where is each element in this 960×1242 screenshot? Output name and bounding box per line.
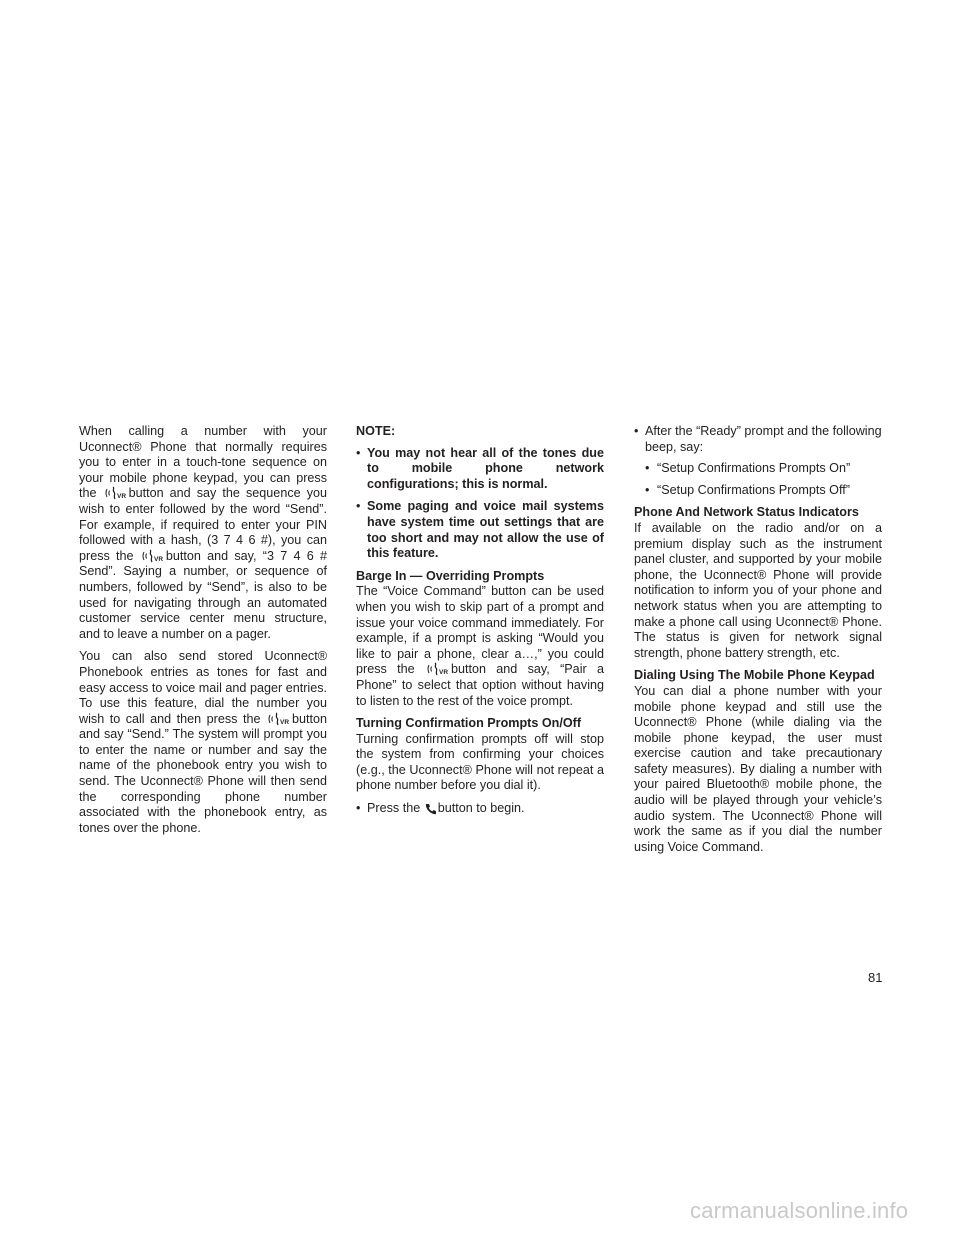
sub-list-item: • “Setup Confirmations Prompts Off” bbox=[645, 483, 882, 499]
sub-list-item: • “Setup Confirmations Prompts On” bbox=[645, 461, 882, 477]
voice-command-sublist bbox=[645, 461, 882, 498]
right-column bbox=[634, 424, 882, 862]
tone-sequence-paragraph: When calling a number with your Uconnect® Phone that normally requires you to enter in a touch-tone sequence on your mobile phone keypad, you can press the VR button and say the sequence you wish to enter followed by the word “Send”. For example, if required to enter your PIN followed with a hash, (3 7 4 6 #), you can press the VR button and say, “3 7 4 6 # Send”. Saying a number, or sequence of numbers, followed by “Send”, is also to be used for navigating through an automated customer service center menu structure, and to leave a number on a pager. bbox=[79, 424, 327, 641]
left-column bbox=[79, 424, 327, 843]
note-item: • Some paging and voice mail systems have system time out settings that are too short and may not allow the use of this feature. bbox=[356, 499, 604, 561]
svg-text:VR: VR bbox=[279, 718, 290, 726]
note-label: NOTE: bbox=[356, 424, 396, 438]
confirmation-prompts-heading: Turning Confirmation Prompts On/Off bbox=[356, 716, 582, 731]
phone-handset-icon bbox=[425, 803, 437, 815]
dialing-keypad-paragraph: You can dial a phone number with your mobile phone keypad and still use the Uconnect® Phone (while dialing via the mobile phone keypad, the user must exercise caution and take precautionary safety measures). By dialing a number with your paired Bluetooth® mobile phone, the audio will be played through your vehicle’s audio system. The Uconnect® Phone will work the same as if you dial the number using Voice Command. bbox=[634, 683, 882, 854]
list-item: • Press the button to begin. bbox=[356, 801, 604, 817]
svg-text:VR: VR bbox=[153, 555, 163, 563]
svg-text:VR: VR bbox=[116, 493, 126, 501]
confirmation-prompts-paragraph: Turning confirmation prompts off will stop the system from confirming your choices (e.g., the Uconnect® Phone will not repeat a phone number before you dial it). bbox=[356, 731, 604, 793]
barge-in-heading: Barge In — Overriding Prompts bbox=[356, 568, 545, 583]
after-ready-list bbox=[634, 424, 882, 498]
status-indicators-paragraph: If available on the radio and/or on a premium display such as the instrument panel cluster, and supported by your mobile phone, the Uconnect® Phone will provide notification to inform you of your phone and network status when you are attempting to make a phone call using Uconnect® Phone. The status is given for network signal strength, phone battery strength, etc. bbox=[634, 520, 882, 660]
voice-command-vr-icon bbox=[426, 662, 450, 676]
voice-command-vr-icon bbox=[267, 712, 291, 726]
list-item: • After the “Ready” prompt and the following beep, say: • “Setup Confirmations Prompts On” • “Setup Confirmations Prompts Off” bbox=[634, 424, 882, 498]
note-list bbox=[356, 446, 604, 562]
press-button-list bbox=[356, 801, 604, 817]
stored-phonebook-tones-paragraph: You can also send stored Uconnect® Phonebook entries as tones for fast and easy access to voice mail and pager entries. To use this feature, dial the number you wish to call and then press the VR button and say “Send.” The system will prompt you to enter the name or number and say the name of the phonebook entry you wish to send. The Uconnect® Phone will then send the corresponding phone number associated with the phonebook entry, as tones over the phone. bbox=[79, 649, 327, 835]
barge-in-paragraph: The “Voice Command” button can be used when you wish to skip part of a prompt and issue your voice command immediately. For example, if a prompt is asking “Would you like to pair a phone, clear a…,” you could press the VR button and say, “Pair a Phone” to select that option without having to listen to the rest of the voice prompt. bbox=[356, 584, 605, 708]
svg-text:VR: VR bbox=[438, 669, 448, 677]
page-number: 81 bbox=[868, 970, 883, 985]
status-indicators-heading: Phone And Network Status Indicators bbox=[634, 505, 859, 520]
footer-watermark: carmanualsonline.info bbox=[690, 1198, 909, 1223]
voice-command-vr-icon bbox=[141, 549, 165, 563]
middle-column bbox=[356, 424, 604, 824]
dialing-keypad-heading: Dialing Using The Mobile Phone Keypad bbox=[634, 668, 875, 683]
voice-command-vr-icon bbox=[104, 486, 128, 500]
note-item: • You may not hear all of the tones due to mobile phone network configurations; this is normal. bbox=[356, 446, 604, 493]
